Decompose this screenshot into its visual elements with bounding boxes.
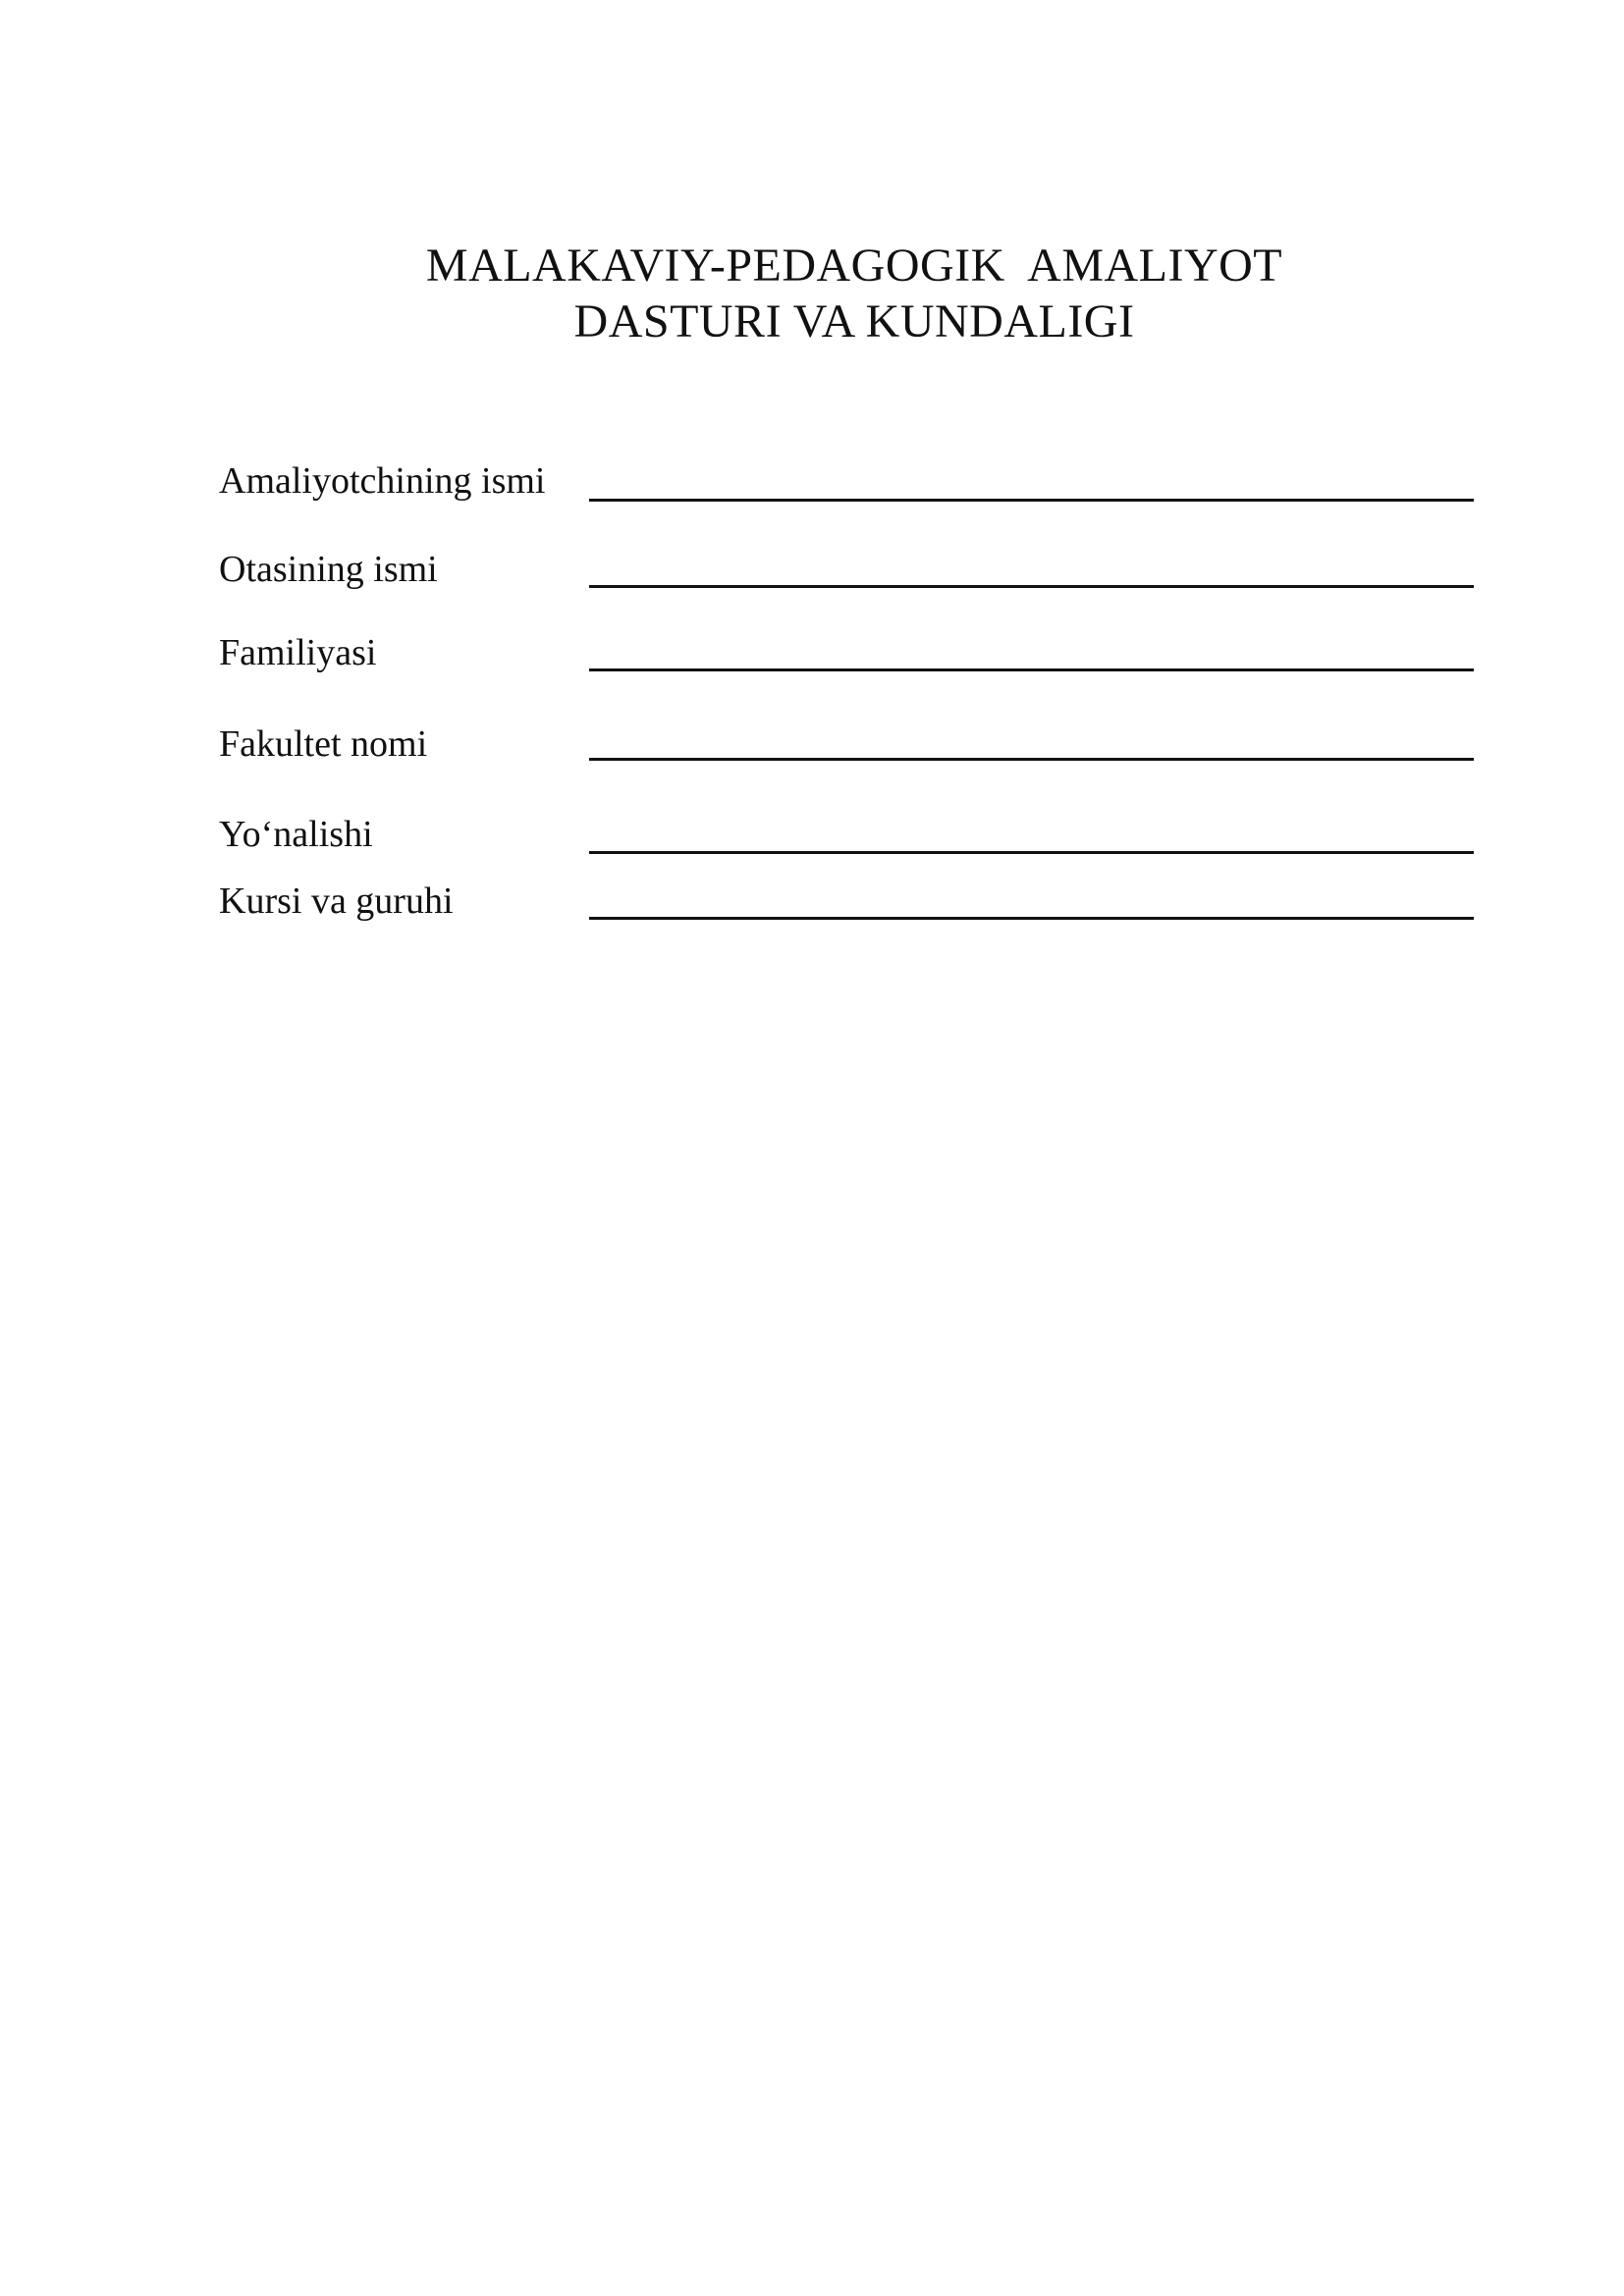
fill-in-line[interactable] [589,668,1474,671]
field-patronymic [219,545,1476,604]
field-label: Kursi va guruhi [219,881,454,922]
field-label: Amaliyotchining ismi [219,460,546,502]
field-faculty-name [219,720,1476,778]
fill-in-line[interactable] [589,499,1474,502]
field-course-group [219,877,1476,935]
document-title-line-1: MALAKAVIY-PEDAGOGIK AMALIYOT [425,240,1283,292]
field-surname [219,628,1476,687]
fill-in-line[interactable] [589,758,1474,761]
field-student-name [219,456,1476,515]
field-label: Yo‘nalishi [219,814,373,855]
field-label: Otasining ismi [219,549,438,590]
fill-in-line[interactable] [589,917,1474,920]
fill-in-line[interactable] [589,851,1474,854]
field-label: Familiyasi [219,632,377,673]
field-direction [219,810,1476,869]
field-label: Fakultet nomi [219,723,428,765]
fill-in-line[interactable] [589,585,1474,588]
document-title-line-2: DASTURI VA KUNDALIGI [573,295,1135,347]
